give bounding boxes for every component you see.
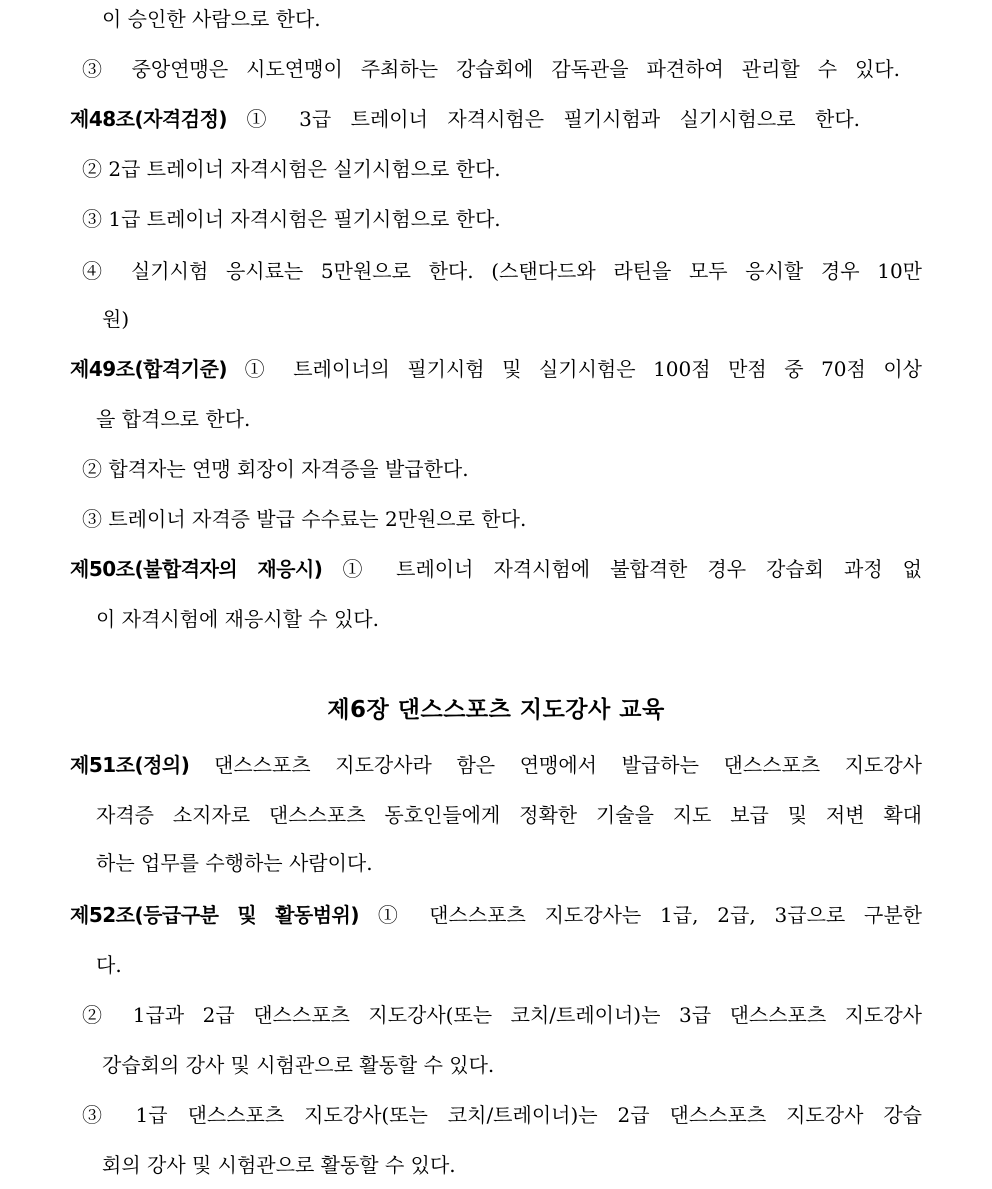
text-line: ② 1급과 2급 댄스스포츠 지도강사(또는 코치/트레이너)는 3급 댄스스포츠 지도강사	[82, 1003, 922, 1027]
text-line: ② 합격자는 연맹 회장이 자격증을 발급한다.	[82, 457, 469, 481]
text-line: 회의 강사 및 시험관으로 활동할 수 있다.	[102, 1153, 456, 1177]
text-line: ③ 1급 트레이너 자격시험은 필기시험으로 한다.	[82, 207, 501, 231]
text-line: 강습회의 강사 및 시험관으로 활동할 수 있다.	[102, 1053, 495, 1077]
text-line: 이 승인한 사람으로 한다.	[102, 7, 321, 31]
article-51-heading: 제51조(정의)	[70, 753, 190, 777]
article-51-line	[70, 748, 922, 782]
article-51-text: 댄스스포츠 지도강사라 함은 연맹에서 발급하는 댄스스포츠 지도강사	[214, 753, 922, 777]
text-line: 자격증 소지자로 댄스스포츠 동호인들에게 정확한 기술을 지도 보급 및 저변 확대	[96, 803, 922, 827]
text-line: ④ 실기시험 응시료는 5만원으로 한다. (스탠다드와 라틴을 모두 응시할 경우 10만	[82, 259, 922, 283]
article-52-line	[70, 898, 922, 932]
text-line: ③ 트레이너 자격증 발급 수수료는 2만원으로 한다.	[82, 507, 527, 531]
article-50-text: ① 트레이너 자격시험에 불합격한 경우 강습회 과정 없	[342, 557, 923, 581]
text-line: ③ 중앙연맹은 시도연맹이 주최하는 강습회에 감독관을 파견하여 관리할 수 있다.	[82, 57, 900, 81]
article-49-text: ① 트레이너의 필기시험 및 실기시험은 100점 만점 중 70점 이상	[244, 357, 922, 381]
text-line: 다.	[96, 953, 122, 977]
article-52-text: ① 댄스스포츠 지도강사는 1급, 2급, 3급으로 구분한	[377, 903, 922, 927]
article-50-heading: 제50조(불합격자의 재응시)	[70, 557, 323, 581]
text-line: 원)	[102, 307, 130, 331]
article-52-heading: 제52조(등급구분 및 활동범위)	[70, 903, 360, 927]
text-line: ② 2급 트레이너 자격시험은 실기시험으로 한다.	[82, 157, 501, 181]
chapter-heading: 제6장 댄스스포츠 지도강사 교육	[327, 697, 665, 723]
article-49-line	[70, 352, 922, 386]
article-50-line	[70, 552, 922, 586]
text-line: 을 합격으로 한다.	[96, 407, 251, 431]
text-line: ③ 1급 댄스스포츠 지도강사(또는 코치/트레이너)는 2급 댄스스포츠 지도강사 강습	[82, 1103, 922, 1127]
text-line: 하는 업무를 수행하는 사람이다.	[96, 851, 373, 875]
article-48-text: ① 3급 트레이너 자격시험은 필기시험과 실기시험으로 한다.	[246, 107, 860, 131]
article-48-heading: 제48조(자격검정)	[70, 107, 228, 131]
text-line: 이 자격시험에 재응시할 수 있다.	[96, 607, 379, 631]
article-49-heading: 제49조(합격기준)	[70, 357, 228, 381]
article-48-line	[70, 102, 860, 136]
